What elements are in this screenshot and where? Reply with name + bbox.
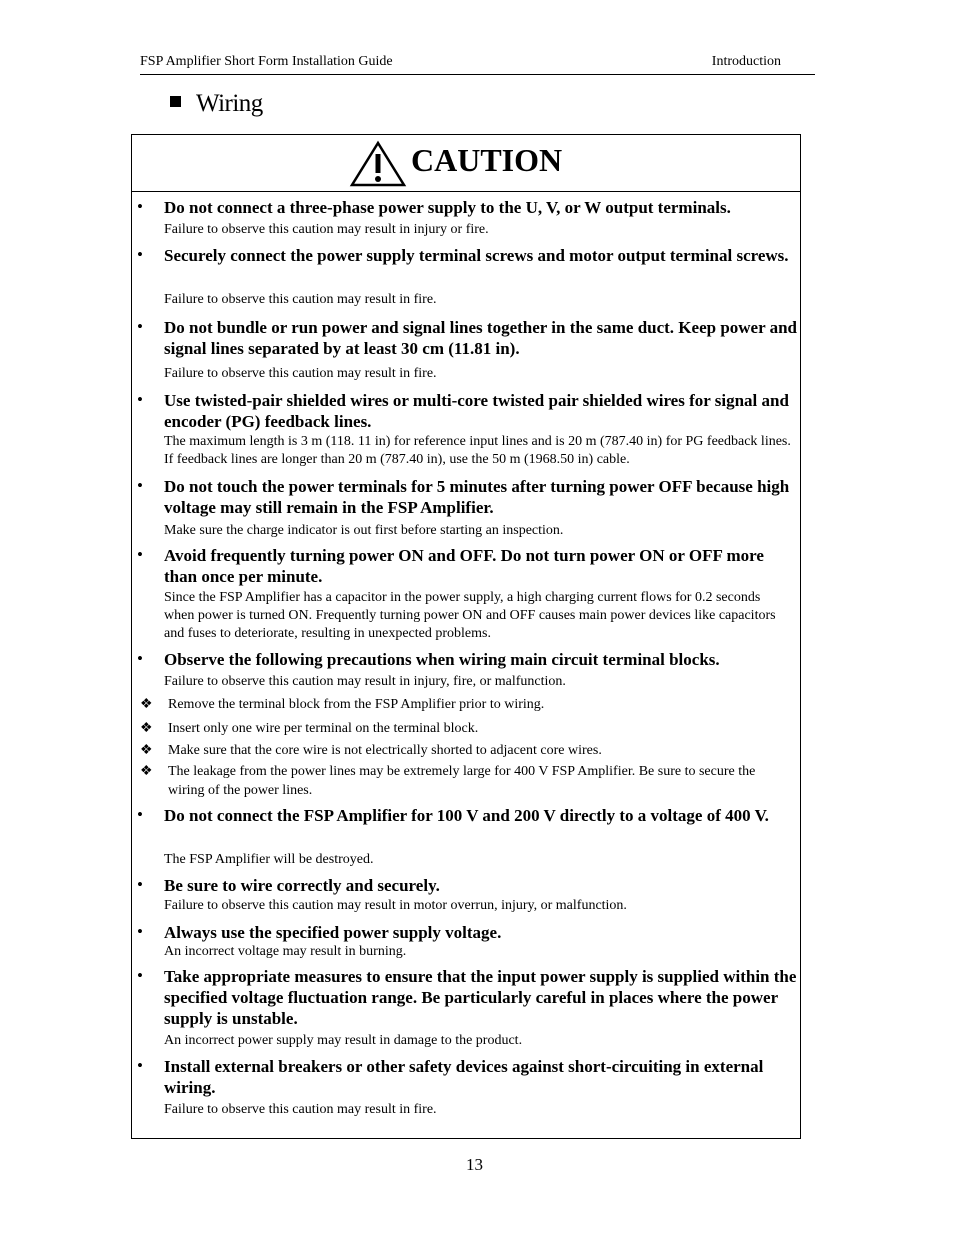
item-note: An incorrect voltage may result in burning. xyxy=(164,944,407,959)
caution-header xyxy=(132,135,800,192)
page-header xyxy=(140,54,815,75)
sub-item-text: The leakage from the power lines may be extremely large for 400 V FSP Amplifier. Be sure to secure the wiring of the power lines. xyxy=(168,764,756,798)
bullet-dot: • xyxy=(137,649,143,668)
item-main-text: Be sure to wire correctly and securely. xyxy=(164,876,440,895)
item-main-text: Observe the following precautions when wiring main circuit terminal blocks. xyxy=(164,650,720,669)
item-main-text: Always use the specified power supply voltage. xyxy=(164,923,502,942)
item-main-text: Securely connect the power supply terminal screws and motor output terminal screws. xyxy=(164,246,789,265)
sub-item-text: Remove the terminal block from the FSP Amplifier prior to wiring. xyxy=(168,697,545,712)
bullet-dot: • xyxy=(137,197,143,216)
item-note: Failure to observe this caution may result in motor overrun, injury, or malfunction. xyxy=(164,898,627,913)
item-note: Failure to observe this caution may result in injury, fire, or malfunction. xyxy=(164,674,566,689)
item-note: The FSP Amplifier will be destroyed. xyxy=(164,852,374,867)
item-note: Make sure the charge indicator is out first before starting an inspection. xyxy=(164,523,564,538)
item-main-text: Do not connect a three-phase power supply to the U, V, or W output terminals. xyxy=(164,198,731,217)
sub-item-text: Make sure that the core wire is not electrically shorted to adjacent core wires. xyxy=(168,743,602,758)
bullet-dot: • xyxy=(137,922,143,941)
item-note: Failure to observe this caution may result in fire. xyxy=(164,292,437,307)
item-main-text: Do not bundle or run power and signal lines together in the same duct. Keep power and signal lines separated by at least 30 cm (11.81 in). xyxy=(164,318,798,358)
bullet-dot: • xyxy=(137,476,143,495)
bullet-dot: • xyxy=(137,966,143,985)
section-title xyxy=(170,90,263,118)
header-document-title: FSP Amplifier Short Form Installation Guide xyxy=(140,54,393,69)
item-main-text: Avoid frequently turning power ON and OFF. Do not turn power ON or OFF more than once per minute. xyxy=(164,546,764,586)
item-main-text: Do not touch the power terminals for 5 minutes after turning power OFF because high voltage may still remain in the FSP Amplifier. xyxy=(164,477,790,517)
sub-item-text: Insert only one wire per terminal on the terminal block. xyxy=(168,721,479,736)
item-main-text: Take appropriate measures to ensure that the input power supply is supplied within the specified voltage fluctuation range. Be particularly careful in places where the power supply is unstable. xyxy=(164,967,797,1028)
item-note: Failure to observe this caution may result in fire. xyxy=(164,1102,437,1117)
bullet-dot: • xyxy=(137,317,143,336)
item-note: Failure to observe this caution may result in fire. xyxy=(164,366,437,381)
bullet-dot: • xyxy=(137,245,143,264)
section-title-text: Wiring xyxy=(196,90,263,117)
square-bullet-icon xyxy=(170,96,181,107)
caution-title: CAUTION xyxy=(411,142,563,178)
bullet-dot: • xyxy=(137,875,143,894)
item-note: Failure to observe this caution may result in injury or fire. xyxy=(164,222,489,237)
item-note: Since the FSP Amplifier has a capacitor in the power supply, a high charging current flows for 0.2 seconds when power is turned ON. Frequently turning power ON and OFF causes main power devices like capacitors and fuses to deteriorate, resulting in unexpected problems. xyxy=(164,590,776,641)
warning-triangle-icon xyxy=(349,140,407,188)
item-main-text: Install external breakers or other safety devices against short-circuiting in external wiring. xyxy=(164,1057,764,1097)
bullet-dot: • xyxy=(137,1056,143,1075)
bullet-dot: • xyxy=(137,545,143,564)
caution-box xyxy=(131,134,801,1139)
bullet-dot: • xyxy=(137,805,143,824)
diamond-bullet-icon: ❖ xyxy=(140,721,153,736)
item-main-text: Use twisted-pair shielded wires or multi-core twisted pair shielded wires for signal and encoder (PG) feedback lines. xyxy=(164,391,789,431)
item-main-text: Do not connect the FSP Amplifier for 100 V and 200 V directly to a voltage of 400 V. xyxy=(164,806,769,825)
page-number: 13 xyxy=(466,1155,483,1174)
diamond-bullet-icon: ❖ xyxy=(140,764,153,779)
bullet-dot: • xyxy=(137,390,143,409)
diamond-bullet-icon: ❖ xyxy=(140,697,153,712)
diamond-bullet-icon: ❖ xyxy=(140,743,153,758)
item-note: The maximum length is 3 m (118. 11 in) for reference input lines and is 20 m (787.40 in) for PG feedback lines. If feedback lines are longer than 20 m (787.40 in), use the 50 m (1968.50 in) cable. xyxy=(164,434,791,467)
header-section-name: Introduction xyxy=(711,54,781,69)
item-note: An incorrect power supply may result in damage to the product. xyxy=(164,1033,523,1048)
